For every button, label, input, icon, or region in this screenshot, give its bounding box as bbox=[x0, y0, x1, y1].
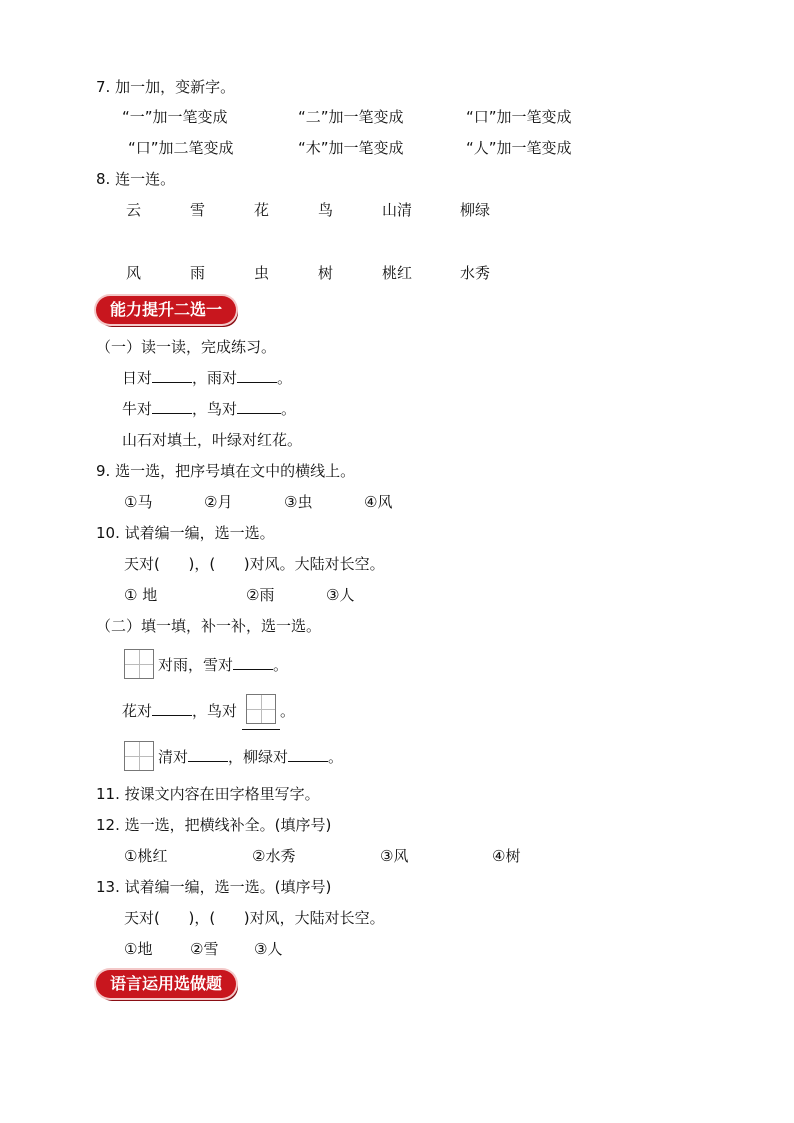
answer-blank[interactable] bbox=[237, 399, 281, 414]
q9-option: ④风 bbox=[364, 493, 393, 511]
q10-sentence: 天对( )，( )对风。大陆对长空。 bbox=[124, 555, 385, 573]
q10-option: ③人 bbox=[326, 586, 355, 604]
q9-option: ③虫 bbox=[284, 493, 313, 511]
q7-item: “人”加一笔变成 bbox=[466, 139, 572, 157]
q8-bottom-word: 桃红 bbox=[382, 264, 413, 282]
q7-item: “木”加一笔变成 bbox=[298, 139, 404, 157]
q13-sentence: 天对( )，( )对风，大陆对长空。 bbox=[124, 909, 385, 927]
q12-option: ④树 bbox=[492, 847, 521, 865]
grid-underline bbox=[242, 729, 280, 730]
q8-bottom-word: 树 bbox=[318, 264, 334, 282]
q12-option: ②水秀 bbox=[252, 847, 296, 865]
q13-title: 13. 试着编一编，选一选。(填序号) bbox=[96, 878, 332, 896]
q7-item: “二”加一笔变成 bbox=[298, 108, 404, 126]
q7-item: “口”加二笔变成 bbox=[128, 139, 234, 157]
answer-blank[interactable] bbox=[237, 368, 277, 383]
tian-grid-box[interactable] bbox=[124, 741, 154, 771]
answer-blank[interactable] bbox=[152, 399, 192, 414]
answer-blank[interactable] bbox=[152, 701, 192, 716]
part2-line3: 清对 ，柳绿对 。 bbox=[158, 748, 344, 766]
q7-item: “一”加一笔变成 bbox=[122, 108, 228, 126]
q8-title: 8. 连一连。 bbox=[96, 170, 176, 188]
q13-option: ③人 bbox=[254, 940, 283, 958]
q7-item: “口”加一笔变成 bbox=[466, 108, 572, 126]
q9-title: 9. 选一选，把序号填在文中的横线上。 bbox=[96, 462, 356, 480]
q8-top-word: 柳绿 bbox=[460, 201, 491, 219]
q8-bottom-word: 风 bbox=[126, 264, 142, 282]
answer-blank[interactable] bbox=[233, 655, 273, 670]
section-banner-language: 语言运用选做题 bbox=[96, 970, 236, 998]
part1-title: （一）读一读，完成练习。 bbox=[96, 338, 277, 356]
part2-title: （二）填一填，补一补，选一选。 bbox=[96, 617, 322, 635]
q8-top-word: 花 bbox=[254, 201, 270, 219]
q10-option: ① 地 bbox=[124, 586, 158, 604]
answer-blank[interactable] bbox=[188, 747, 228, 762]
q8-top-word: 雪 bbox=[190, 201, 206, 219]
tian-grid-box[interactable] bbox=[124, 649, 154, 679]
q9-option: ①马 bbox=[124, 493, 153, 511]
q12-title: 12. 选一选，把横线补全。(填序号) bbox=[96, 816, 332, 834]
part1-line1: 日对 ，雨对 。 bbox=[122, 369, 293, 387]
section-banner-ability: 能力提升二选一 bbox=[96, 296, 236, 324]
q7-title: 7. 加一加，变新字。 bbox=[96, 78, 236, 96]
part2-line1: 对雨，雪对 。 bbox=[158, 656, 289, 674]
q11-title: 11. 按课文内容在田字格里写字。 bbox=[96, 785, 320, 803]
answer-blank[interactable] bbox=[288, 747, 328, 762]
q8-top-word: 鸟 bbox=[318, 201, 334, 219]
tian-grid-box[interactable] bbox=[246, 694, 276, 724]
q13-option: ①地 bbox=[124, 940, 153, 958]
q13-option: ②雪 bbox=[190, 940, 219, 958]
q10-title: 10. 试着编一编，选一选。 bbox=[96, 524, 275, 542]
part2-line2: 花对 ，鸟对 bbox=[122, 702, 238, 720]
part1-line2: 牛对 ，鸟对 。 bbox=[122, 400, 297, 418]
part1-line3: 山石对填土，叶绿对红花。 bbox=[122, 431, 303, 449]
part2-line2-end: 。 bbox=[280, 702, 296, 720]
q8-bottom-word: 水秀 bbox=[460, 264, 491, 282]
q12-option: ①桃红 bbox=[124, 847, 168, 865]
q8-bottom-word: 雨 bbox=[190, 264, 206, 282]
q10-option: ②雨 bbox=[246, 586, 275, 604]
q8-top-word: 山清 bbox=[382, 201, 413, 219]
q8-bottom-word: 虫 bbox=[254, 264, 270, 282]
q12-option: ③风 bbox=[380, 847, 409, 865]
q8-top-word: 云 bbox=[126, 201, 142, 219]
answer-blank[interactable] bbox=[152, 368, 192, 383]
q9-option: ②月 bbox=[204, 493, 233, 511]
